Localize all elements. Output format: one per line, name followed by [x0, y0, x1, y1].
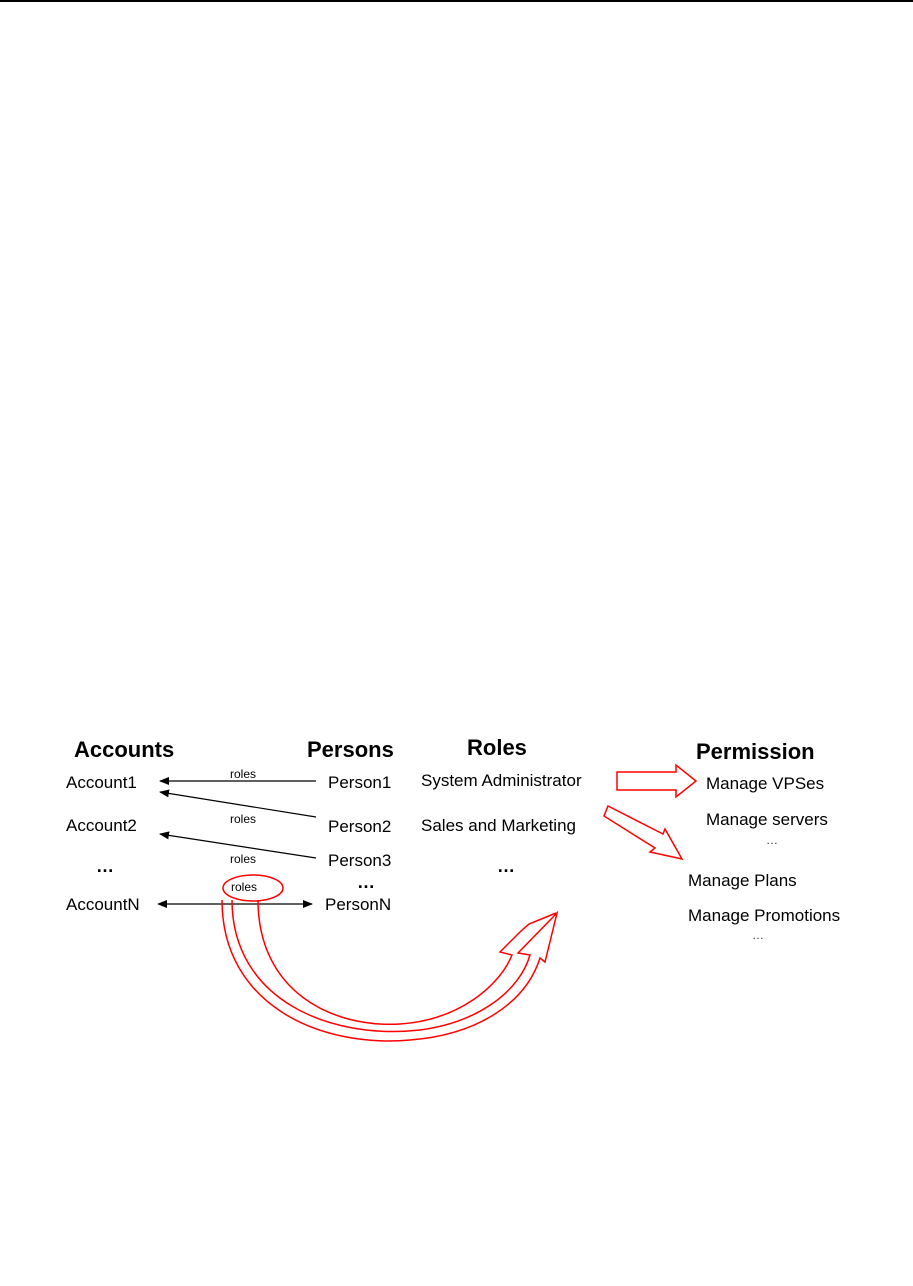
- curved-arrow-roles-to-roles: [235, 900, 558, 1285]
- edge-accountn-arrowhead: [157, 900, 167, 908]
- header-permission: Permission: [696, 739, 815, 764]
- curved-arrow-inner: [258, 900, 556, 1024]
- permission-manage-servers: Manage servers: [706, 810, 828, 829]
- account-ellipsis: …: [96, 856, 114, 876]
- person-1: Person1: [328, 773, 392, 792]
- person-2: Person2: [328, 817, 392, 836]
- edge-label-2: roles: [230, 812, 257, 826]
- role-system-administrator: System Administrator: [421, 771, 582, 790]
- account-2: Account2: [66, 816, 137, 835]
- edge-label-1: roles: [230, 767, 257, 781]
- permission-manage-promotions: Manage Promotions: [688, 906, 841, 925]
- permission-manage-vpses: Manage VPSes: [706, 774, 825, 793]
- permission-manage-plans: Manage Plans: [688, 871, 797, 890]
- header-accounts: Accounts: [74, 737, 175, 762]
- block-arrow-sales: [604, 806, 682, 859]
- header-persons: Persons: [307, 737, 394, 762]
- edge-label-3: roles: [230, 852, 257, 866]
- block-arrow-sysadmin: [617, 765, 696, 797]
- account-1: Account1: [66, 773, 137, 792]
- permission-ellipsis-1: …: [766, 833, 778, 847]
- person-n: PersonN: [325, 895, 392, 914]
- person-ellipsis: …: [357, 872, 375, 892]
- curved-arrow-outer: [222, 900, 557, 1041]
- role-sales-and-marketing: Sales and Marketing: [421, 816, 576, 835]
- person-3: Person3: [328, 851, 392, 870]
- account-n: AccountN: [66, 895, 140, 914]
- permission-ellipsis-2: …: [752, 928, 764, 942]
- edge-label-n: roles: [231, 880, 258, 894]
- role-ellipsis: …: [497, 856, 515, 876]
- header-roles: Roles: [467, 735, 527, 760]
